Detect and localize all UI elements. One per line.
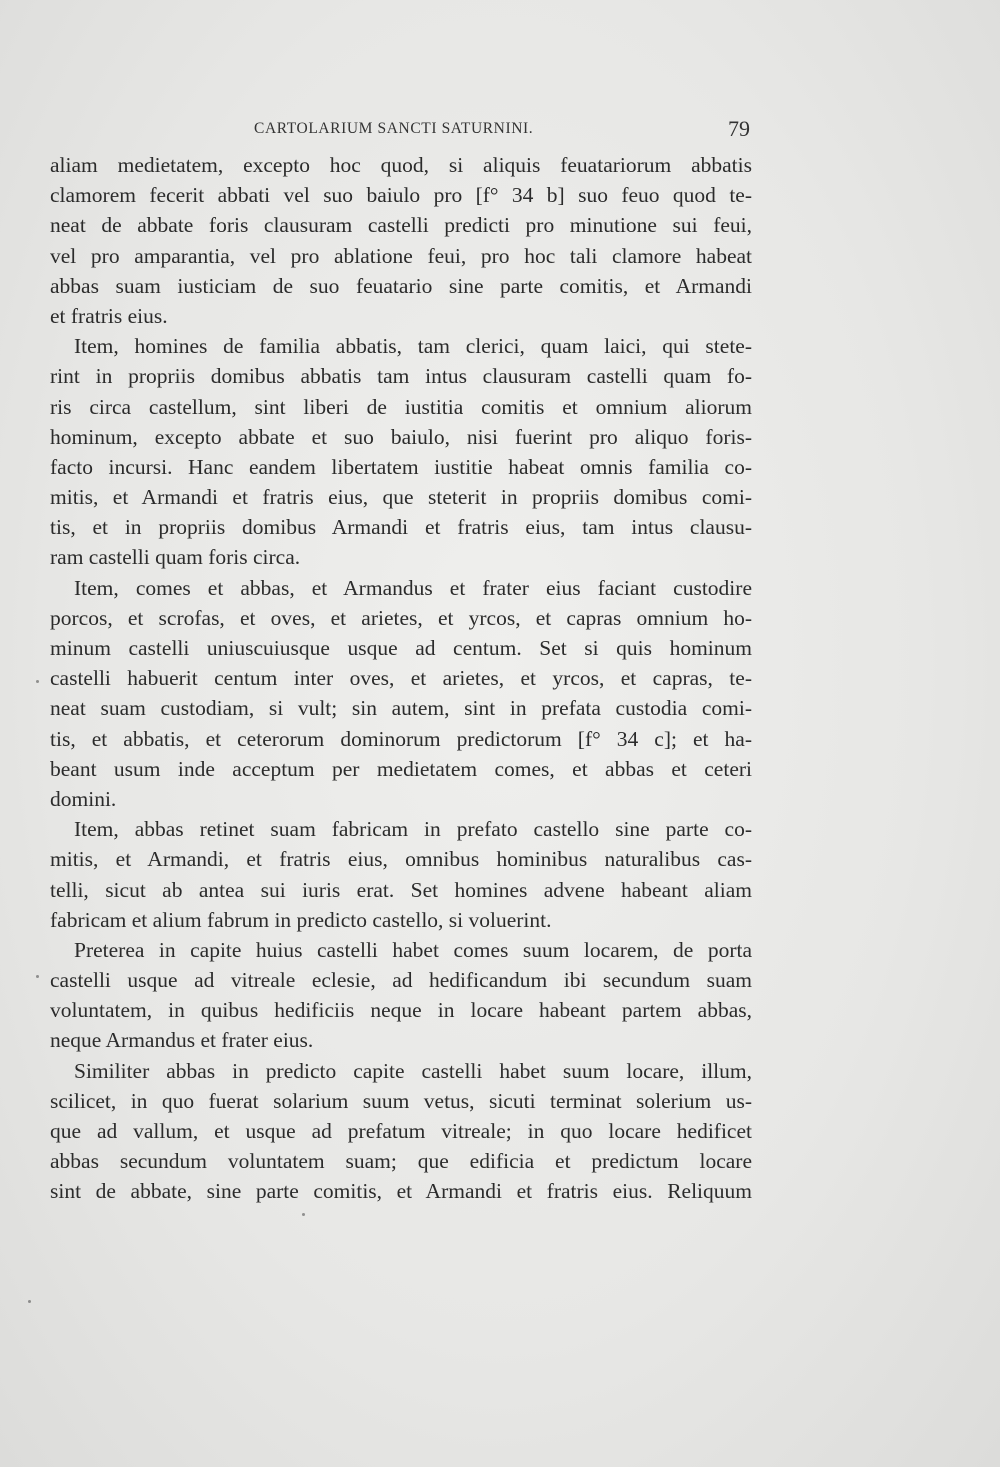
- text-line: et fratris eius.: [50, 303, 168, 328]
- body-text: [50, 150, 752, 1207]
- text-line: castelli usque ad vitreale eclesie, ad hedificandum ibi secundum suam: [50, 968, 752, 993]
- paper-speck: [36, 680, 39, 683]
- text-line: scilicet, in quo fuerat solarium suum vetus, sicuti terminat solerium us-: [50, 1088, 752, 1113]
- text-line: hominum, excepto abbate et suo baiulo, nisi fuerint pro aliquo foris-: [50, 424, 752, 449]
- text-line: voluntatem, in quibus hedificiis neque in locare habeant partem abbas,: [50, 998, 752, 1023]
- text-line: clamorem fecerit abbati vel suo baiulo pro [f° 34 b] suo feuo quod te-: [50, 183, 752, 208]
- text-line: minum castelli uniuscuiusque usque ad centum. Set si quis hominum: [50, 636, 752, 660]
- text-line: beant usum inde acceptum per medietatem comes, et abbas et ceteri: [50, 756, 752, 781]
- text-line: tis, et abbatis, et ceterorum dominorum predictorum [f° 34 c]; et ha-: [50, 726, 752, 751]
- text-line: facto incursi. Hanc eandem libertatem iustitie habeat omnis familia co-: [50, 454, 752, 479]
- running-head: [50, 114, 750, 148]
- paragraph-start-line: Item, abbas retinet suam fabricam in prefato castello sine parte co-: [74, 817, 752, 842]
- paragraph-start-line: Similiter abbas in predicto capite castelli habet suum locare, illum,: [74, 1058, 752, 1083]
- text-line: ram castelli quam foris circa.: [50, 545, 301, 570]
- text-line: mitis, et Armandi et fratris eius, que steterit in propriis domibus comi-: [50, 485, 752, 510]
- text-line: sint de abbate, sine parte comitis, et Armandi et fratris eius. Reliquum: [50, 1179, 752, 1204]
- text-line: abbas secundum voluntatem suam; que edificia et predictum locare: [50, 1149, 752, 1174]
- text-line: telli, sicut ab antea sui iuris erat. Set homines advene habeant aliam: [50, 877, 752, 902]
- text-line: domini.: [50, 786, 117, 811]
- text-line: porcos, et scrofas, et oves, et arietes, et yrcos, et capras omnium ho-: [50, 605, 752, 630]
- text-line: que ad vallum, et usque ad prefatum vitreale; in quo locare hedificet: [50, 1119, 752, 1143]
- paper-speck: [28, 1300, 31, 1303]
- text-line: abbas suam iusticiam de suo feuatario sine parte comitis, et Armandi: [50, 273, 752, 298]
- text-line: vel pro amparantia, vel pro ablatione feui, pro hoc tali clamore habeat: [50, 243, 752, 268]
- text-line: rint in propriis domibus abbatis tam intus clausuram castelli quam fo-: [50, 364, 752, 389]
- paper-speck: [302, 1213, 305, 1216]
- paragraph-start-line: Item, comes et abbas, et Armandus et frater eius faciant custodire: [74, 575, 752, 600]
- text-line: fabricam et alium fabrum in predicto castello, si voluerint.: [50, 907, 552, 932]
- text-line: mitis, et Armandi, et fratris eius, omnibus hominibus naturalibus cas-: [50, 847, 752, 872]
- paper-speck: [36, 975, 39, 978]
- paragraph-start-line: Preterea in capite huius castelli habet comes suum locarem, de porta: [74, 937, 752, 962]
- running-title: CARTOLARIUM SANCTI SATURNINI.: [254, 120, 534, 137]
- text-line: castelli habuerit centum inter oves, et arietes, et yrcos, et capras, te-: [50, 666, 752, 691]
- text-line: neque Armandus et frater eius.: [50, 1028, 314, 1053]
- text-line: aliam medietatem, excepto hoc quod, si aliquis feuatariorum abbatis: [50, 153, 752, 177]
- text-line: neat de abbate foris clausuram castelli predicti pro minutione sui feui,: [50, 213, 752, 238]
- text-line: tis, et in propriis domibus Armandi et fratris eius, tam intus clausu-: [50, 515, 752, 540]
- page-number: 79: [728, 116, 750, 141]
- text-line: ris circa castellum, sint liberi de iustitia comitis et omnium aliorum: [50, 394, 752, 419]
- text-line: neat suam custodiam, si vult; sin autem, sint in prefata custodia comi-: [50, 696, 752, 721]
- paragraph-start-line: Item, homines de familia abbatis, tam clerici, quam laici, qui stete-: [74, 334, 752, 359]
